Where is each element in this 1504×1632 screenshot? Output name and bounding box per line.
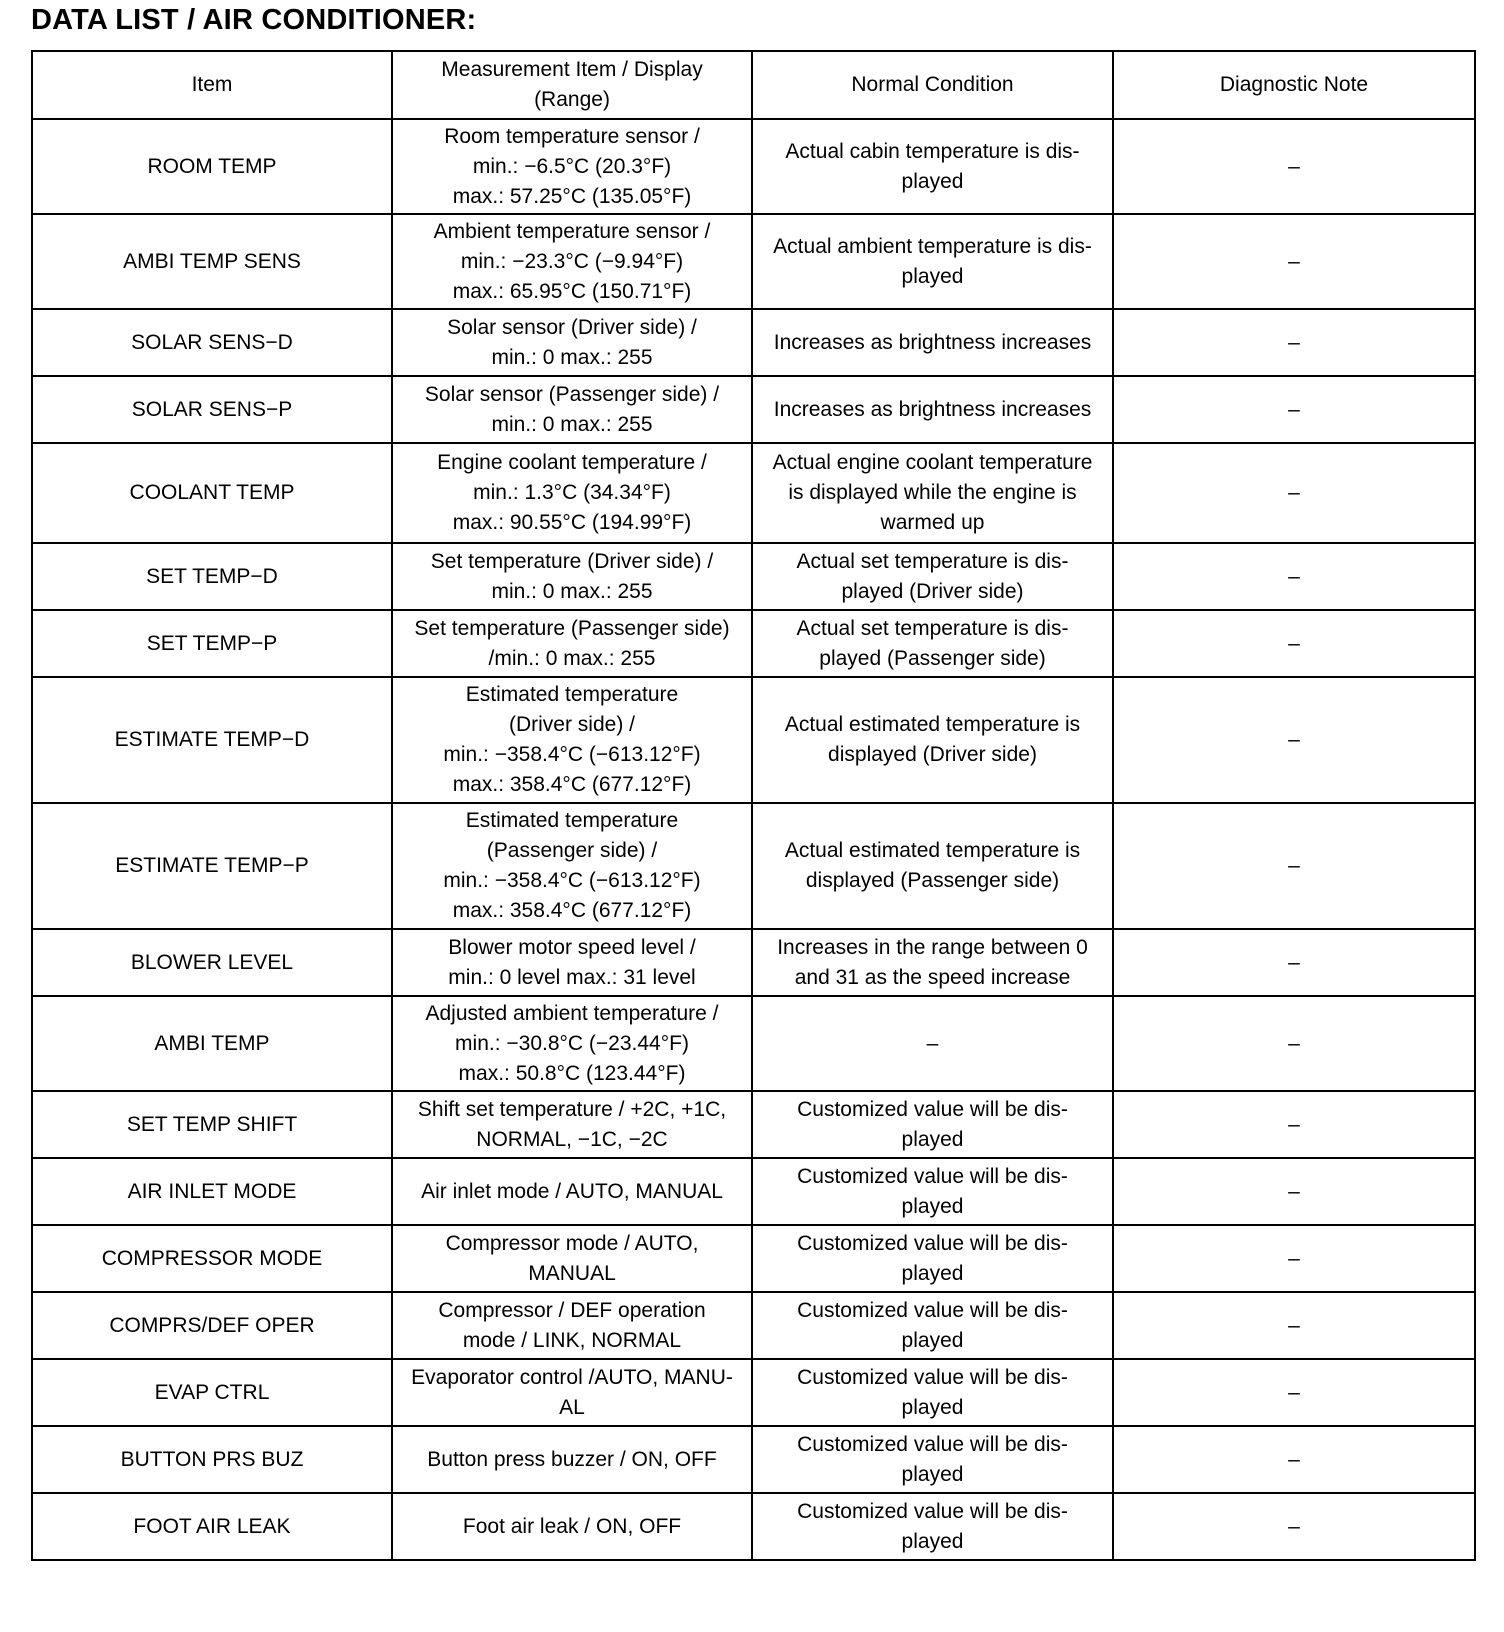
diagnostic-note-cell: – — [1113, 610, 1475, 677]
table-row — [32, 1091, 1475, 1158]
measurement-cell: Ambient temperature sensor / min.: −23.3°C (−9.94°F) max.: 65.95°C (150.71°F) — [392, 214, 752, 309]
measurement-cell: Adjusted ambient temperature / min.: −30.8°C (−23.44°F) max.: 50.8°C (123.44°F) — [392, 996, 752, 1091]
item-cell: SET TEMP SHIFT — [32, 1091, 392, 1158]
normal-condition-cell: Customized value will be dis- played — [752, 1292, 1113, 1359]
measurement-cell: Set temperature (Driver side) / min.: 0 max.: 255 — [392, 543, 752, 610]
diagnostic-note-cell: – — [1113, 1091, 1475, 1158]
table-row — [32, 1292, 1475, 1359]
measurement-cell: Solar sensor (Passenger side) / min.: 0 max.: 255 — [392, 376, 752, 443]
measurement-cell: Button press buzzer / ON, OFF — [392, 1426, 752, 1493]
diagnostic-note-cell: – — [1113, 1426, 1475, 1493]
diagnostic-note-cell: – — [1113, 119, 1475, 214]
normal-condition-cell: Customized value will be dis- played — [752, 1091, 1113, 1158]
item-cell: EVAP CTRL — [32, 1359, 392, 1426]
item-cell: SET TEMP−D — [32, 543, 392, 610]
normal-condition-cell: – — [752, 996, 1113, 1091]
normal-condition-cell: Actual estimated temperature is displayed (Passenger side) — [752, 803, 1113, 929]
column-header-diagnostic-note: Diagnostic Note — [1113, 51, 1475, 119]
item-cell: SOLAR SENS−D — [32, 309, 392, 376]
item-cell: COMPRS/DEF OPER — [32, 1292, 392, 1359]
diagnostic-note-cell: – — [1113, 214, 1475, 309]
diagnostic-note-cell: – — [1113, 1158, 1475, 1225]
diagnostic-note-cell: – — [1113, 543, 1475, 610]
data-list-table — [31, 50, 1476, 1561]
normal-condition-cell: Actual ambient temperature is dis- played — [752, 214, 1113, 309]
table-row — [32, 677, 1475, 803]
table-row — [32, 1426, 1475, 1493]
item-cell: ESTIMATE TEMP−P — [32, 803, 392, 929]
table-row — [32, 543, 1475, 610]
measurement-cell: Compressor mode / AUTO, MANUAL — [392, 1225, 752, 1292]
diagnostic-note-cell: – — [1113, 677, 1475, 803]
item-cell: SET TEMP−P — [32, 610, 392, 677]
diagnostic-note-cell: – — [1113, 443, 1475, 543]
table-row — [32, 376, 1475, 443]
normal-condition-cell: Customized value will be dis- played — [752, 1225, 1113, 1292]
table-row — [32, 803, 1475, 929]
measurement-cell: Compressor / DEF operation mode / LINK, NORMAL — [392, 1292, 752, 1359]
item-cell: SOLAR SENS−P — [32, 376, 392, 443]
diagnostic-note-cell: – — [1113, 376, 1475, 443]
diagnostic-note-cell: – — [1113, 1359, 1475, 1426]
table-row — [32, 1493, 1475, 1560]
normal-condition-cell: Increases as brightness increases — [752, 309, 1113, 376]
item-cell: COOLANT TEMP — [32, 443, 392, 543]
measurement-cell: Evaporator control /AUTO, MANU- AL — [392, 1359, 752, 1426]
measurement-cell: Set temperature (Passenger side) /min.: 0 max.: 255 — [392, 610, 752, 677]
item-cell: AIR INLET MODE — [32, 1158, 392, 1225]
measurement-cell: Estimated temperature (Passenger side) / min.: −358.4°C (−613.12°F) max.: 358.4°C (677.12°F) — [392, 803, 752, 929]
item-cell: AMBI TEMP — [32, 996, 392, 1091]
diagnostic-note-cell: – — [1113, 803, 1475, 929]
normal-condition-cell: Increases in the range between 0 and 31 as the speed increase — [752, 929, 1113, 996]
normal-condition-cell: Customized value will be dis- played — [752, 1426, 1113, 1493]
measurement-cell: Air inlet mode / AUTO, MANUAL — [392, 1158, 752, 1225]
normal-condition-cell: Actual cabin temperature is dis- played — [752, 119, 1113, 214]
item-cell: FOOT AIR LEAK — [32, 1493, 392, 1560]
normal-condition-cell: Increases as brightness increases — [752, 376, 1113, 443]
column-header-item: Item — [32, 51, 392, 119]
normal-condition-cell: Customized value will be dis- played — [752, 1359, 1113, 1426]
column-header-normal-condition: Normal Condition — [752, 51, 1113, 119]
table-row — [32, 1225, 1475, 1292]
diagnostic-note-cell: – — [1113, 1493, 1475, 1560]
normal-condition-cell: Actual estimated temperature is displayed (Driver side) — [752, 677, 1113, 803]
column-header-measurement: Measurement Item / Display (Range) — [392, 51, 752, 119]
table-row — [32, 1158, 1475, 1225]
table-row — [32, 610, 1475, 677]
normal-condition-cell: Customized value will be dis- played — [752, 1493, 1113, 1560]
table-row — [32, 443, 1475, 543]
item-cell: AMBI TEMP SENS — [32, 214, 392, 309]
measurement-cell: Solar sensor (Driver side) / min.: 0 max.: 255 — [392, 309, 752, 376]
normal-condition-cell: Actual set temperature is dis- played (Passenger side) — [752, 610, 1113, 677]
normal-condition-cell: Customized value will be dis- played — [752, 1158, 1113, 1225]
item-cell: ESTIMATE TEMP−D — [32, 677, 392, 803]
measurement-cell: Room temperature sensor / min.: −6.5°C (20.3°F) max.: 57.25°C (135.05°F) — [392, 119, 752, 214]
table-row — [32, 119, 1475, 214]
page-title: DATA LIST / AIR CONDITIONER: — [31, 4, 477, 36]
normal-condition-cell: Actual set temperature is dis- played (Driver side) — [752, 543, 1113, 610]
table-row — [32, 996, 1475, 1091]
diagnostic-note-cell: – — [1113, 929, 1475, 996]
measurement-cell: Engine coolant temperature / min.: 1.3°C (34.34°F) max.: 90.55°C (194.99°F) — [392, 443, 752, 543]
item-cell: COMPRESSOR MODE — [32, 1225, 392, 1292]
measurement-cell: Estimated temperature (Driver side) / min.: −358.4°C (−613.12°F) max.: 358.4°C (677.12°F) — [392, 677, 752, 803]
measurement-cell: Shift set temperature / +2C, +1C, NORMAL, −1C, −2C — [392, 1091, 752, 1158]
table-row — [32, 309, 1475, 376]
diagnostic-note-cell: – — [1113, 1292, 1475, 1359]
item-cell: ROOM TEMP — [32, 119, 392, 214]
table-row — [32, 929, 1475, 996]
item-cell: BLOWER LEVEL — [32, 929, 392, 996]
table-row — [32, 214, 1475, 309]
item-cell: BUTTON PRS BUZ — [32, 1426, 392, 1493]
normal-condition-cell: Actual engine coolant temperature is displayed while the engine is warmed up — [752, 443, 1113, 543]
diagnostic-note-cell: – — [1113, 1225, 1475, 1292]
diagnostic-note-cell: – — [1113, 996, 1475, 1091]
diagnostic-note-cell: – — [1113, 309, 1475, 376]
measurement-cell: Foot air leak / ON, OFF — [392, 1493, 752, 1560]
header-row — [32, 51, 1475, 119]
measurement-cell: Blower motor speed level / min.: 0 level max.: 31 level — [392, 929, 752, 996]
table-row — [32, 1359, 1475, 1426]
